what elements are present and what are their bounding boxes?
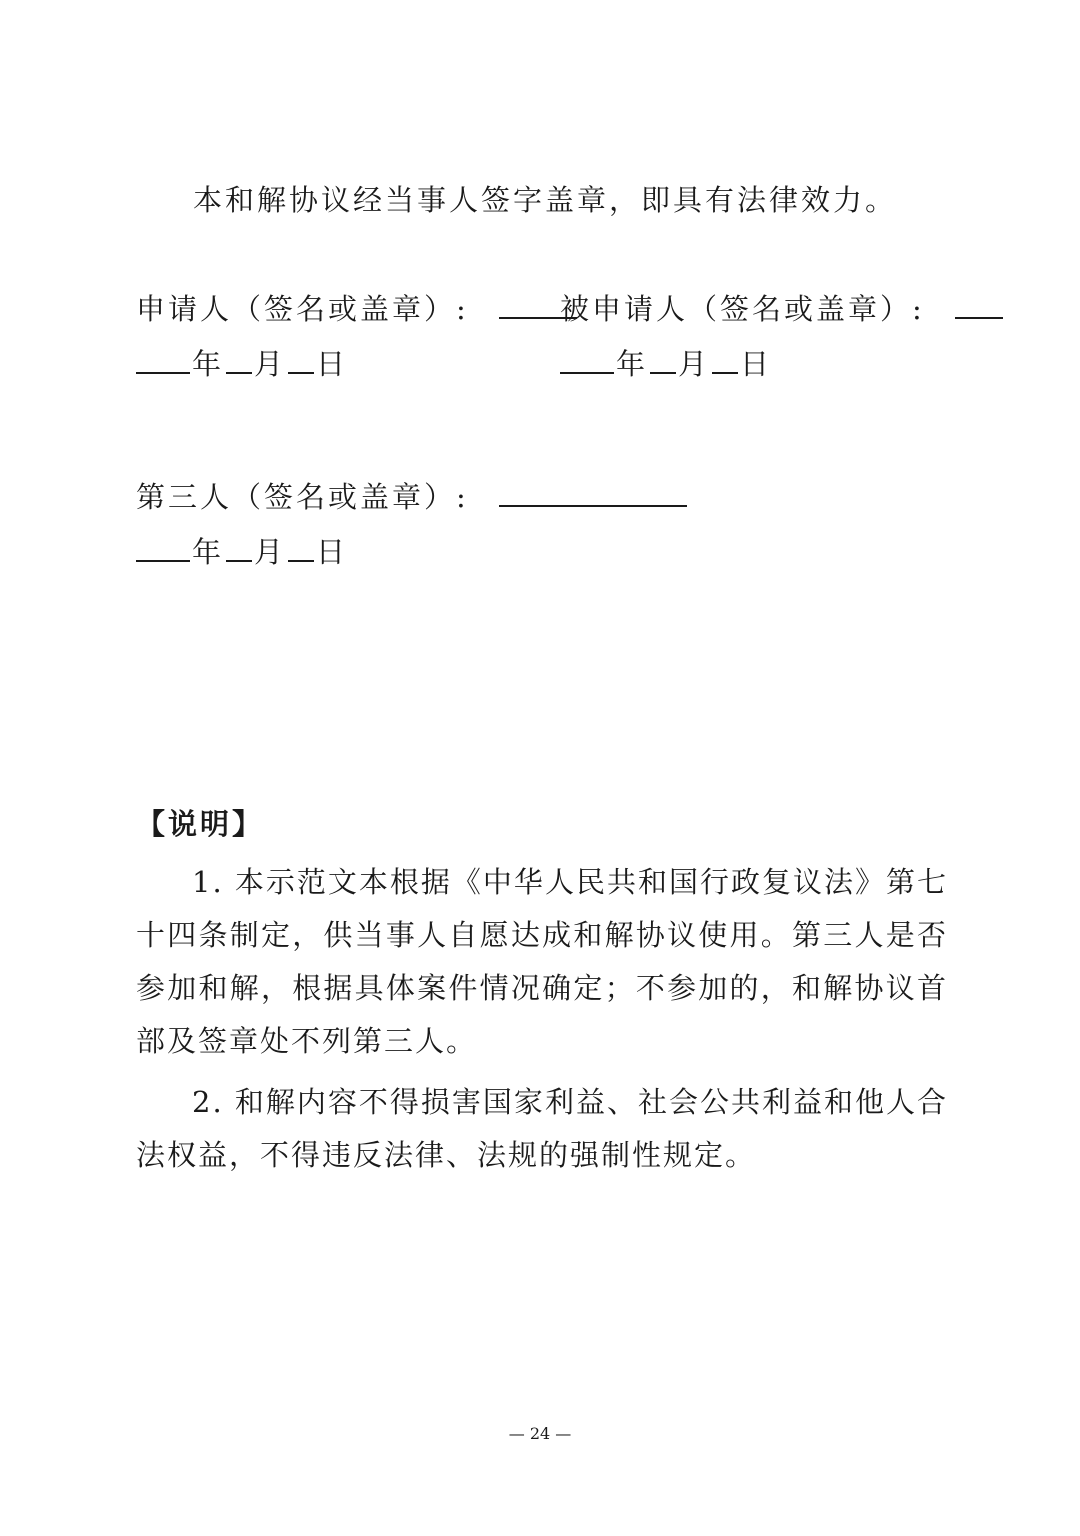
- third-party-date-line: [136, 534, 348, 570]
- respondent-month-label: 月: [678, 347, 711, 381]
- notes-heading: 【说明】: [136, 807, 265, 841]
- applicant-day-blank: [288, 346, 314, 374]
- applicant-day-label: 日: [316, 347, 349, 381]
- respondent-signature-blank: [955, 291, 1003, 319]
- respondent-date-line: [560, 346, 772, 382]
- notes-item-2: 2. 和解内容不得损害国家利益、社会公共利益和他人合法权益，不得违反法律、法规的强制性规定。: [136, 1085, 948, 1172]
- respondent-year-blank: [560, 346, 614, 374]
- third-party-year-label: 年: [192, 535, 225, 569]
- page-number: — 24 —: [508, 1424, 572, 1443]
- respondent-year-label: 年: [616, 347, 649, 381]
- respondent-day-blank: [712, 346, 738, 374]
- notes-item-1: 1. 本示范文本根据《中华人民共和国行政复议法》第七十四条制定，供当事人自愿达成和解协议使用。第三人是否参加和解，根据具体案件情况确定；不参加的，和解协议首部及签章处不列第三人。: [136, 865, 948, 1058]
- applicant-date-line: [136, 346, 348, 382]
- applicant-year-blank: [136, 346, 190, 374]
- respondent-signature-line: [560, 291, 1005, 327]
- third-party-day-blank: [288, 534, 314, 562]
- third-party-month-blank: [226, 534, 252, 562]
- third-party-label: 第三人（签名或盖章）:: [136, 480, 469, 514]
- respondent-day-label: 日: [740, 347, 773, 381]
- closing-statement: 本和解协议经当事人签字盖章，即具有法律效力。: [193, 183, 898, 217]
- third-party-signature-line: [136, 479, 689, 515]
- applicant-label: 申请人（签名或盖章）:: [136, 292, 469, 326]
- respondent-label: 被申请人（签名或盖章）:: [560, 292, 925, 326]
- applicant-signature-line: [136, 291, 579, 327]
- applicant-year-label: 年: [192, 347, 225, 381]
- applicant-month-blank: [226, 346, 252, 374]
- applicant-month-label: 月: [254, 347, 287, 381]
- respondent-month-blank: [650, 346, 676, 374]
- third-party-day-label: 日: [316, 535, 349, 569]
- third-party-signature-blank: [499, 479, 687, 507]
- third-party-year-blank: [136, 534, 190, 562]
- third-party-month-label: 月: [254, 535, 287, 569]
